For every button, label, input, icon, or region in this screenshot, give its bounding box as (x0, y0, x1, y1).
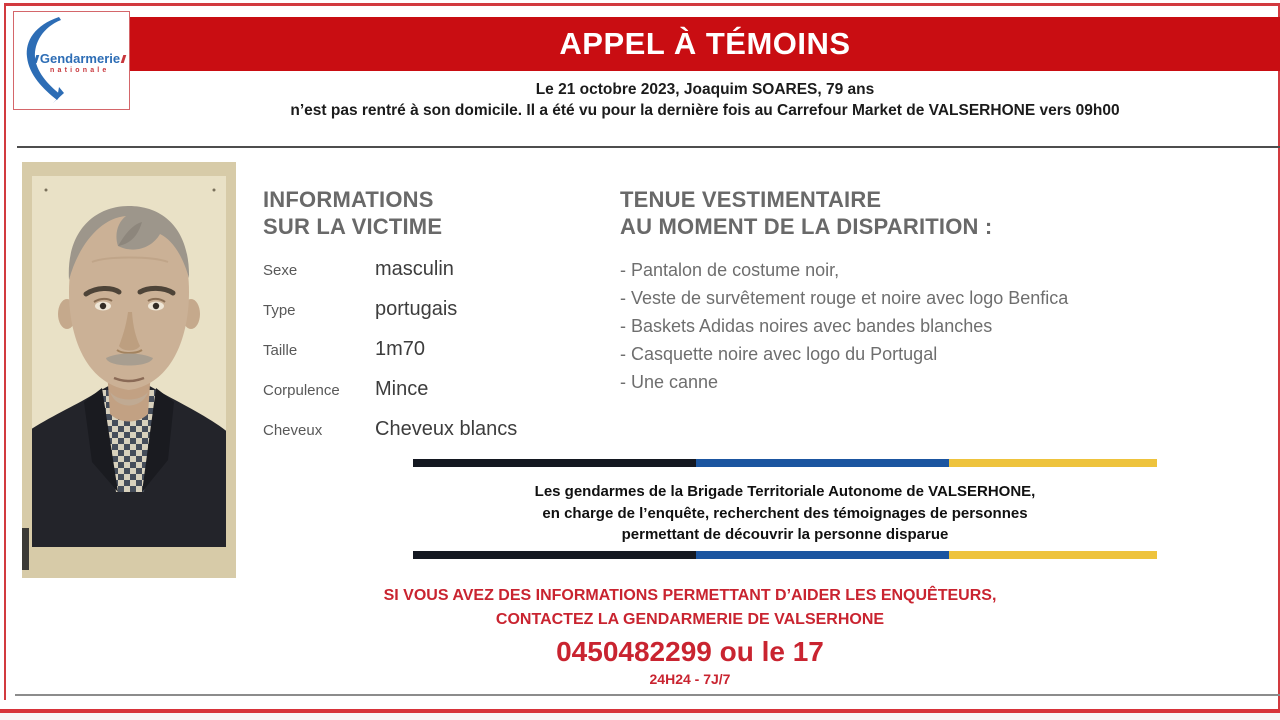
tricolor-bar-top (413, 459, 1157, 467)
bar-segment-black (413, 459, 696, 467)
logo-brand-text: Gendarmerie (39, 51, 121, 66)
info-row-sexe (263, 258, 593, 281)
logo-wordmark (35, 51, 125, 74)
info-value: Cheveux blancs (375, 418, 518, 440)
victim-info-rows (263, 258, 593, 441)
investigation-line1: Les gendarmes de la Brigade Territoriale Autonome de VALSERHONE, (534, 483, 1036, 500)
outfit-list (620, 256, 1180, 396)
incident-summary-line1: Le 21 octobre 2023, Joaquim SOARES, 79 ans (535, 81, 875, 98)
investigation-line3: permettant de découvrir la personne disparue (621, 526, 949, 543)
info-label: Taille (263, 342, 298, 359)
incident-summary-line2: n’est pas rentré à son domicile. Il a été vu pour la dernière fois au Carrefour Market de VALSERHONE vers 09h00 (290, 102, 1120, 119)
top-divider-line (17, 146, 1280, 148)
info-row-corpulence (263, 378, 593, 401)
bar-segment-blue (696, 459, 949, 467)
outfit-item: - Veste de survêtement rouge et noire avec logo Benfica (620, 288, 1069, 308)
logo-sub-text: nationale (50, 67, 110, 74)
incident-summary (130, 79, 1280, 121)
victim-info-heading (263, 186, 593, 240)
gendarmerie-logo-inner (17, 15, 126, 106)
outfit-section (620, 186, 1180, 396)
outfit-heading (620, 186, 1180, 240)
tricolor-bar-bottom (413, 551, 1157, 559)
bar-segment-black (413, 551, 696, 559)
info-label: Corpulence (263, 382, 340, 399)
outfit-item: - Une canne (620, 372, 719, 392)
bar-segment-yellow (949, 459, 1157, 467)
info-value: masculin (375, 258, 454, 280)
page-title: APPEL À TÉMOINS (559, 26, 851, 61)
info-row-cheveux (263, 418, 593, 441)
victim-info-heading-line1: INFORMATIONS (263, 187, 434, 212)
info-label: Type (263, 302, 296, 319)
victim-info-heading-line2: SUR LA VICTIME (263, 214, 443, 239)
info-row-taille (263, 338, 593, 361)
info-value: portugais (375, 298, 458, 320)
bar-segment-yellow (949, 551, 1157, 559)
bar-segment-blue (696, 551, 949, 559)
info-label: Cheveux (263, 422, 323, 439)
contact-hours: 24H24 - 7J/7 (649, 671, 731, 687)
outfit-item: - Pantalon de costume noir, (620, 260, 840, 280)
investigation-text (413, 481, 1157, 546)
info-value: Mince (375, 378, 429, 400)
victim-info-section (263, 186, 593, 458)
info-value: 1m70 (375, 338, 426, 360)
frame-left-line (4, 3, 6, 700)
bottom-divider-line (15, 694, 1280, 696)
title-banner (130, 17, 1280, 71)
footer-strip (0, 713, 1280, 720)
contact-call-to-action-line1: SI VOUS AVEZ DES INFORMATIONS PERMETTANT D’AIDER LES ENQUÊTEURS, (383, 587, 997, 604)
gendarmerie-logo (13, 11, 130, 110)
outfit-item: - Casquette noire avec logo du Portugal (620, 344, 938, 364)
logo-blue-flag (34, 55, 39, 63)
investigation-line2: en charge de l’enquête, recherchent des témoignages de personnes (542, 504, 1028, 522)
outfit-heading-line1: TENUE VESTIMENTAIRE (620, 187, 882, 212)
outfit-item: - Baskets Adidas noires avec bandes blanches (620, 316, 993, 336)
contact-call-to-action-line2: CONTACTEZ LA GENDARMERIE DE VALSERHONE (495, 611, 885, 628)
missing-person-photo (22, 162, 236, 578)
contact-block (230, 584, 1150, 688)
contact-phone-number: 0450482299 ou le 17 (556, 636, 824, 667)
frame-top-line (5, 3, 1280, 6)
info-label: Sexe (263, 262, 298, 279)
outfit-heading-line2: AU MOMENT DE LA DISPARITION : (620, 214, 993, 239)
info-row-type (263, 298, 593, 321)
